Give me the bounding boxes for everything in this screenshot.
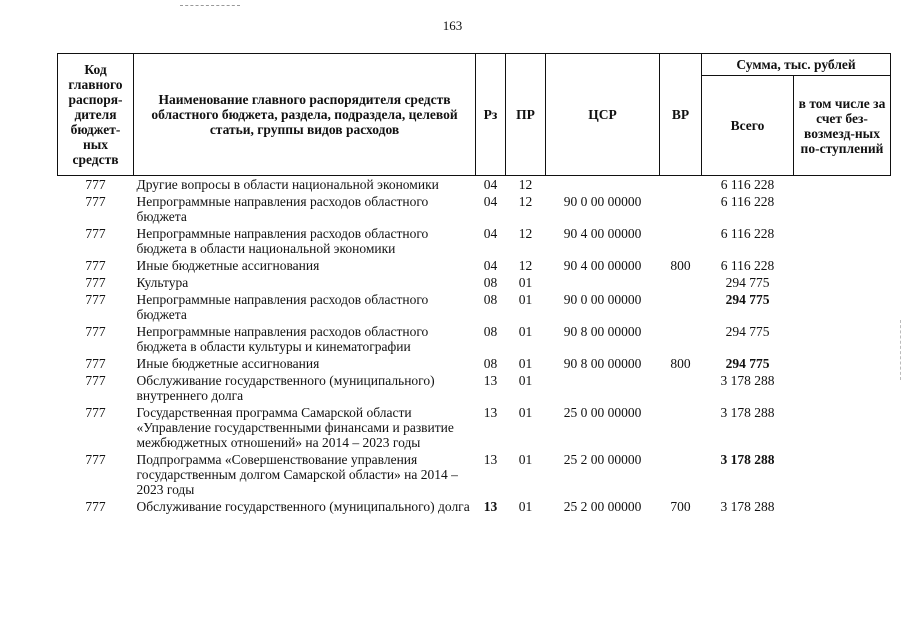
cell-total: 294 775	[725, 356, 770, 371]
cell-total: 6 116 228	[720, 258, 775, 273]
cell-rz: 04	[483, 258, 498, 273]
cell-code: 777	[85, 226, 106, 241]
cell-code: 777	[85, 275, 106, 290]
cell-name: Непрограммные направления расходов областного бюджета	[136, 292, 429, 322]
cell-name: Культура	[136, 275, 189, 290]
cell-rz: 13	[483, 452, 498, 467]
cell-rz: 08	[483, 356, 498, 371]
table-row	[58, 355, 891, 372]
cell-vr: 800	[670, 258, 691, 273]
table-row	[58, 451, 891, 498]
cell-code: 777	[85, 373, 106, 388]
cell-free	[794, 257, 891, 274]
cell-total: 294 775	[725, 324, 770, 339]
cell-rz: 08	[483, 324, 498, 339]
table-header	[58, 54, 891, 176]
cell-csr	[546, 274, 660, 291]
cell-vr	[660, 372, 702, 404]
cell-rz: 13	[483, 373, 498, 388]
cell-free	[794, 176, 891, 194]
cell-vr	[660, 451, 702, 498]
cell-name: Иные бюджетные ассигнования	[136, 356, 320, 371]
page-number: 163	[442, 18, 463, 33]
table-row	[58, 404, 891, 451]
scan-artifact-top	[180, 5, 240, 7]
cell-pr: 01	[518, 275, 533, 290]
header-name: Наименование главного распорядителя средств областного бюджета, раздела, подраздела, целевой статьи, группы видов расходов	[134, 54, 476, 176]
cell-rz: 04	[483, 194, 498, 209]
cell-rz: 08	[483, 292, 498, 307]
cell-free	[794, 291, 891, 323]
cell-name: Государственная программа Самарской области «Управление государственными финансами и развитие межбюджетных отношений» на 2014 – 2023 годы	[136, 405, 454, 450]
budget-table	[57, 53, 891, 515]
cell-total: 3 178 288	[720, 405, 775, 420]
cell-total: 3 178 288	[720, 499, 775, 514]
cell-vr	[660, 193, 702, 225]
cell-rz: 13	[483, 405, 498, 420]
table-row	[58, 291, 891, 323]
cell-vr	[660, 225, 702, 257]
cell-code: 777	[85, 292, 106, 307]
cell-code: 777	[85, 194, 106, 209]
cell-pr: 12	[518, 226, 533, 241]
cell-total: 294 775	[725, 275, 770, 290]
table-row	[58, 498, 891, 515]
cell-name: Подпрограмма «Совершенствование управления государственным долгом Самарской области» на 2014 – 2023 годы	[136, 452, 458, 497]
cell-csr: 90 4 00 00000	[563, 226, 642, 241]
cell-code: 777	[85, 499, 106, 514]
cell-name: Другие вопросы в области национальной экономики	[136, 177, 439, 192]
header-rz: Рз	[476, 54, 506, 176]
cell-free	[794, 372, 891, 404]
cell-csr: 25 2 00 00000	[563, 499, 642, 514]
cell-csr	[546, 372, 660, 404]
header-total: Всего	[702, 76, 794, 176]
header-csr: ЦСР	[546, 54, 660, 176]
cell-code: 777	[85, 324, 106, 339]
scan-artifact-right	[900, 320, 902, 380]
cell-pr: 01	[518, 499, 533, 514]
header-sum: Сумма, тыс. рублей	[702, 54, 891, 76]
table-body	[58, 176, 891, 516]
cell-total: 3 178 288	[720, 373, 775, 388]
cell-pr: 01	[518, 292, 533, 307]
table-row	[58, 372, 891, 404]
cell-code: 777	[85, 177, 106, 192]
header-pr: ПР	[506, 54, 546, 176]
cell-csr: 90 4 00 00000	[563, 258, 642, 273]
header-code: Код главного распоря-дителя бюджет-ных средств	[58, 54, 134, 176]
cell-total: 294 775	[725, 292, 770, 307]
cell-total: 6 116 228	[720, 177, 775, 192]
cell-pr: 01	[518, 373, 533, 388]
cell-csr: 90 8 00 00000	[563, 324, 642, 339]
table-row	[58, 176, 891, 194]
cell-pr: 01	[518, 356, 533, 371]
cell-vr	[660, 404, 702, 451]
header-free: в том числе за счет без-возмезд-ных по-ступлений	[794, 76, 891, 176]
cell-csr: 90 0 00 00000	[563, 292, 642, 307]
cell-vr	[660, 176, 702, 194]
table-row	[58, 323, 891, 355]
cell-csr	[546, 176, 660, 194]
cell-vr	[660, 291, 702, 323]
cell-free	[794, 451, 891, 498]
header-vr: ВР	[660, 54, 702, 176]
cell-pr: 12	[518, 258, 533, 273]
cell-free	[794, 355, 891, 372]
cell-name: Обслуживание государственного (муниципального) внутреннего долга	[136, 373, 435, 403]
cell-free	[794, 225, 891, 257]
table-row	[58, 225, 891, 257]
cell-name: Непрограммные направления расходов областного бюджета в области национальной экономики	[136, 226, 429, 256]
cell-pr: 12	[518, 177, 533, 192]
cell-name: Обслуживание государственного (муниципального) долга	[136, 499, 470, 514]
cell-total: 3 178 288	[720, 452, 775, 467]
cell-vr	[660, 274, 702, 291]
cell-pr: 01	[518, 324, 533, 339]
cell-pr: 12	[518, 194, 533, 209]
cell-vr	[660, 323, 702, 355]
cell-free	[794, 323, 891, 355]
cell-code: 777	[85, 356, 106, 371]
cell-total: 6 116 228	[720, 194, 775, 209]
cell-total: 6 116 228	[720, 226, 775, 241]
cell-free	[794, 498, 891, 515]
cell-code: 777	[85, 405, 106, 420]
cell-pr: 01	[518, 405, 533, 420]
cell-name: Непрограммные направления расходов областного бюджета в области культуры и кинематографии	[136, 324, 429, 354]
cell-csr: 25 2 00 00000	[563, 452, 642, 467]
cell-free	[794, 404, 891, 451]
cell-csr: 90 0 00 00000	[563, 194, 642, 209]
cell-free	[794, 274, 891, 291]
table-row	[58, 193, 891, 225]
cell-name: Иные бюджетные ассигнования	[136, 258, 320, 273]
cell-vr: 700	[670, 499, 691, 514]
cell-rz: 04	[483, 226, 498, 241]
table-row	[58, 274, 891, 291]
cell-rz: 08	[483, 275, 498, 290]
table-row	[58, 257, 891, 274]
cell-code: 777	[85, 452, 106, 467]
cell-name: Непрограммные направления расходов областного бюджета	[136, 194, 429, 224]
cell-csr: 90 8 00 00000	[563, 356, 642, 371]
cell-rz: 04	[483, 177, 498, 192]
cell-csr: 25 0 00 00000	[563, 405, 642, 420]
cell-vr: 800	[670, 356, 691, 371]
cell-rz: 13	[483, 499, 498, 514]
cell-free	[794, 193, 891, 225]
cell-code: 777	[85, 258, 106, 273]
cell-pr: 01	[518, 452, 533, 467]
